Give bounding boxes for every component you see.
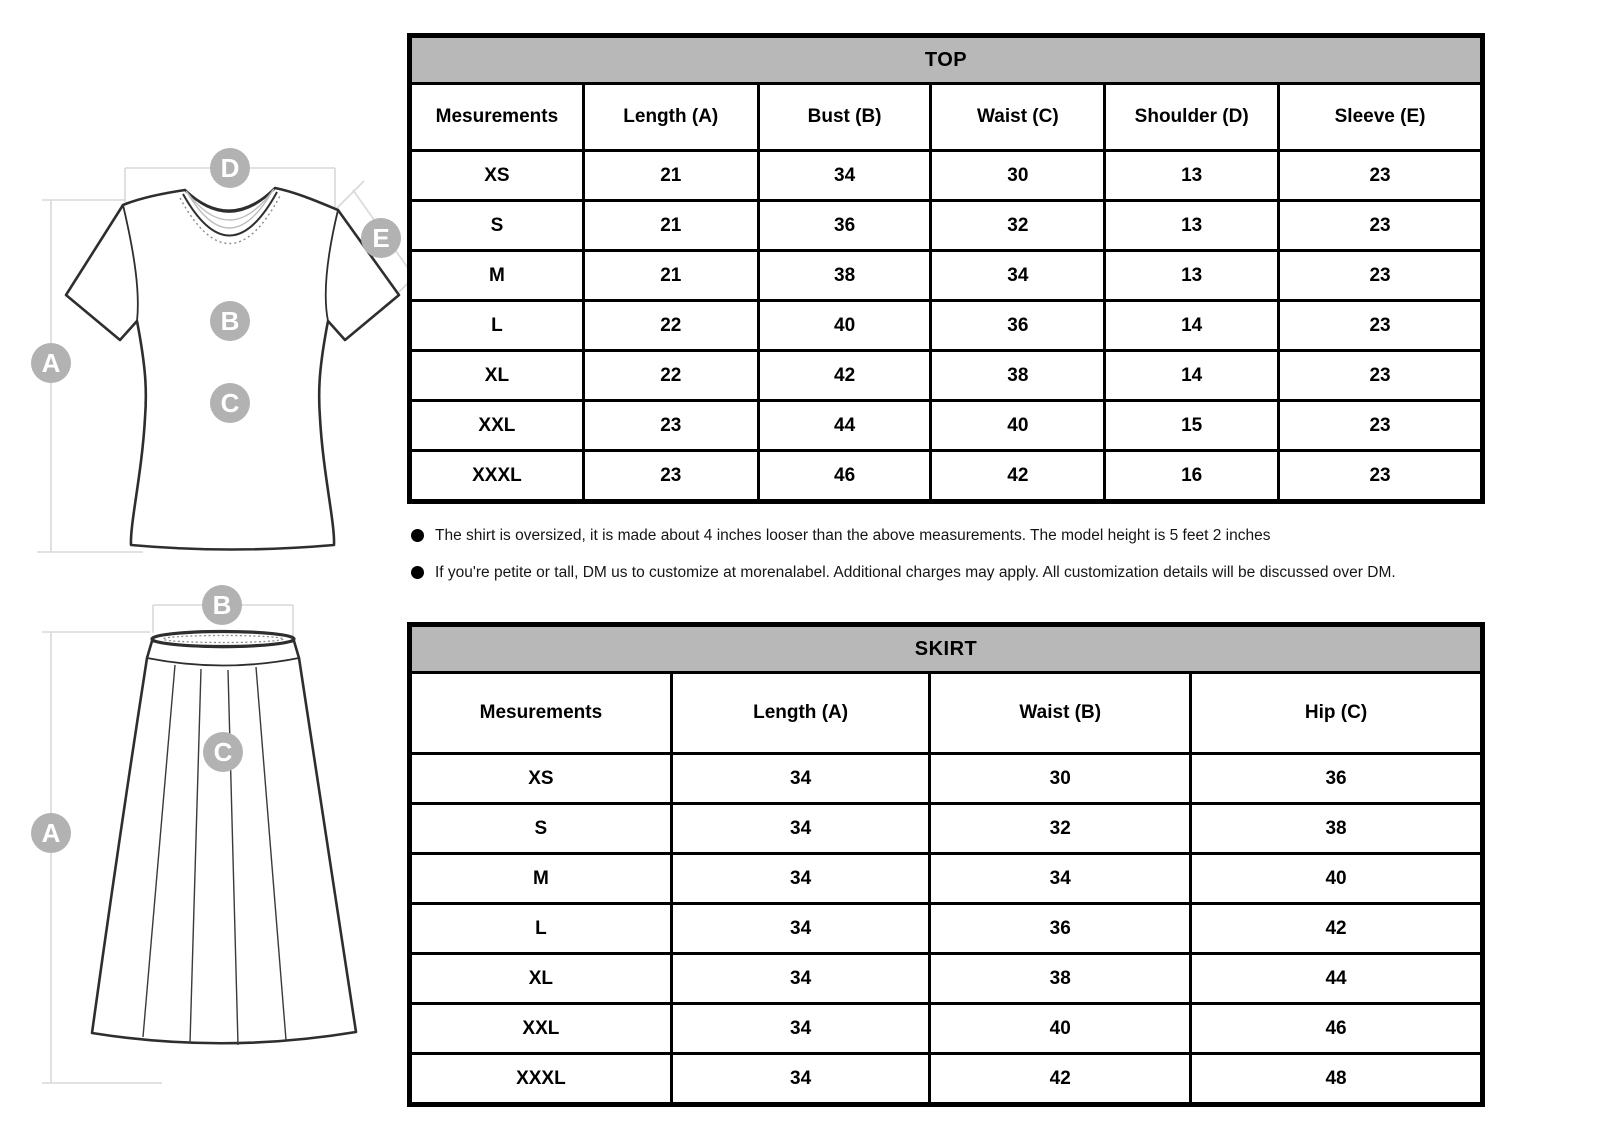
size-row [410, 854, 1483, 904]
column-header: Mesurements [410, 84, 584, 151]
measurement-value: 13 [1105, 151, 1279, 201]
measurement-value: 23 [1279, 201, 1483, 251]
column-header: Waist (B) [930, 673, 1191, 754]
notes [407, 526, 1527, 600]
skirt-label-c [203, 732, 243, 772]
measurement-value: 32 [930, 804, 1191, 854]
size-row [410, 754, 1483, 804]
size-label: XXXL [410, 451, 584, 502]
measurement-value: 13 [1105, 201, 1279, 251]
size-row [410, 301, 1483, 351]
table-header-row [410, 673, 1483, 754]
size-label: L [410, 301, 584, 351]
tshirt-label-c [210, 383, 250, 423]
table-title: TOP [410, 36, 1483, 84]
measurement-value: 36 [758, 201, 931, 251]
tshirt-label-a [31, 343, 71, 383]
measurement-value: 34 [671, 754, 930, 804]
size-row [410, 251, 1483, 301]
measurement-value: 44 [758, 401, 931, 451]
measurement-value: 40 [931, 401, 1105, 451]
measurement-value: 44 [1191, 954, 1483, 1004]
label-letter: D [220, 153, 240, 183]
measurement-value: 46 [758, 451, 931, 502]
measurement-value: 30 [931, 151, 1105, 201]
measurement-value: 23 [1279, 251, 1483, 301]
measurement-value: 42 [930, 1054, 1191, 1105]
measurement-value: 36 [1191, 754, 1483, 804]
table-title-row [410, 625, 1483, 673]
label-letter: B [220, 306, 240, 336]
note-text: The shirt is oversized, it is made about 4 inches looser than the above measurements. The model height is 5 feet 2 inches [435, 527, 1271, 544]
size-label: XXXL [410, 1054, 672, 1105]
column-header: Length (A) [671, 673, 930, 754]
measurement-value: 42 [758, 351, 931, 401]
measurement-value: 34 [931, 251, 1105, 301]
measurement-value: 42 [1191, 904, 1483, 954]
table-header-row [410, 84, 1483, 151]
skirt-size-table [407, 622, 1485, 1107]
tshirt-outline [66, 188, 399, 550]
label-letter: E [372, 223, 390, 253]
bullet-icon [411, 566, 424, 579]
measurement-value: 46 [1191, 1004, 1483, 1054]
size-row [410, 451, 1483, 502]
measurement-value: 48 [1191, 1054, 1483, 1105]
size-label: XS [410, 754, 672, 804]
measurement-value: 32 [931, 201, 1105, 251]
tshirt-label-b [210, 301, 250, 341]
column-header: Mesurements [410, 673, 672, 754]
size-row [410, 954, 1483, 1004]
measurement-value: 34 [671, 854, 930, 904]
measurement-value: 38 [931, 351, 1105, 401]
size-label: L [410, 904, 672, 954]
note-item [407, 526, 1527, 546]
measurement-value: 40 [758, 301, 931, 351]
top-size-table-grid [407, 33, 1485, 504]
label-letter: B [212, 590, 232, 620]
measurement-value: 23 [583, 451, 758, 502]
top-size-table [407, 33, 1485, 504]
skirt-size-table-grid [407, 622, 1485, 1107]
size-row [410, 201, 1483, 251]
table-title-row [410, 36, 1483, 84]
size-label: XXL [410, 401, 584, 451]
measurement-value: 14 [1105, 301, 1279, 351]
size-label: XXL [410, 1004, 672, 1054]
skirt-outline [92, 632, 356, 1046]
measurement-value: 23 [1279, 351, 1483, 401]
measurement-value: 30 [930, 754, 1191, 804]
measurement-value: 22 [583, 351, 758, 401]
measurement-value: 34 [671, 1004, 930, 1054]
measurement-value: 38 [758, 251, 931, 301]
column-header: Shoulder (D) [1105, 84, 1279, 151]
measurement-value: 21 [583, 251, 758, 301]
label-letter: A [41, 348, 61, 378]
measurement-value: 34 [671, 804, 930, 854]
tshirt-label-e [361, 218, 401, 258]
measurement-value: 22 [583, 301, 758, 351]
size-label: XL [410, 351, 584, 401]
size-row [410, 804, 1483, 854]
size-row [410, 1004, 1483, 1054]
note-item [407, 563, 1527, 583]
measurement-value: 21 [583, 201, 758, 251]
measurement-value: 42 [931, 451, 1105, 502]
bullet-icon [411, 529, 424, 542]
size-row [410, 351, 1483, 401]
size-label: M [410, 251, 584, 301]
measurement-value: 23 [1279, 451, 1483, 502]
column-header: Length (A) [583, 84, 758, 151]
measurement-value: 21 [583, 151, 758, 201]
measurement-value: 34 [758, 151, 931, 201]
note-text: If you're petite or tall, DM us to customize at morenalabel. Additional charges may apply. All customization details will be discussed over DM. [435, 564, 1396, 581]
size-row [410, 151, 1483, 201]
skirt-label-a [31, 813, 71, 853]
size-label: S [410, 201, 584, 251]
measurement-value: 34 [671, 904, 930, 954]
measurement-value: 40 [930, 1004, 1191, 1054]
measurement-value: 34 [671, 954, 930, 1004]
column-header: Waist (C) [931, 84, 1105, 151]
size-row [410, 401, 1483, 451]
column-header: Sleeve (E) [1279, 84, 1483, 151]
skirt-label-b [202, 585, 242, 625]
measurement-value: 40 [1191, 854, 1483, 904]
measurement-value: 34 [930, 854, 1191, 904]
measurement-value: 16 [1105, 451, 1279, 502]
size-row [410, 904, 1483, 954]
tshirt-measurement-diagram [0, 128, 430, 568]
measurement-value: 23 [1279, 151, 1483, 201]
measurement-value: 23 [583, 401, 758, 451]
label-letter: A [41, 818, 61, 848]
column-header: Hip (C) [1191, 673, 1483, 754]
measurement-value: 13 [1105, 251, 1279, 301]
skirt-measurement-diagram [0, 575, 430, 1115]
size-label: M [410, 854, 672, 904]
measurement-value: 38 [930, 954, 1191, 1004]
column-header: Bust (B) [758, 84, 931, 151]
measurement-value: 36 [931, 301, 1105, 351]
measurement-value: 15 [1105, 401, 1279, 451]
size-label: XS [410, 151, 584, 201]
measurement-value: 38 [1191, 804, 1483, 854]
label-letter: C [213, 737, 233, 767]
measurement-value: 34 [671, 1054, 930, 1105]
table-title: SKIRT [410, 625, 1483, 673]
label-letter: C [220, 388, 240, 418]
measurement-value: 23 [1279, 401, 1483, 451]
size-label: S [410, 804, 672, 854]
size-row [410, 1054, 1483, 1105]
measurement-value: 36 [930, 904, 1191, 954]
measurement-value: 23 [1279, 301, 1483, 351]
tshirt-label-d [210, 148, 250, 188]
measurement-value: 14 [1105, 351, 1279, 401]
size-label: XL [410, 954, 672, 1004]
